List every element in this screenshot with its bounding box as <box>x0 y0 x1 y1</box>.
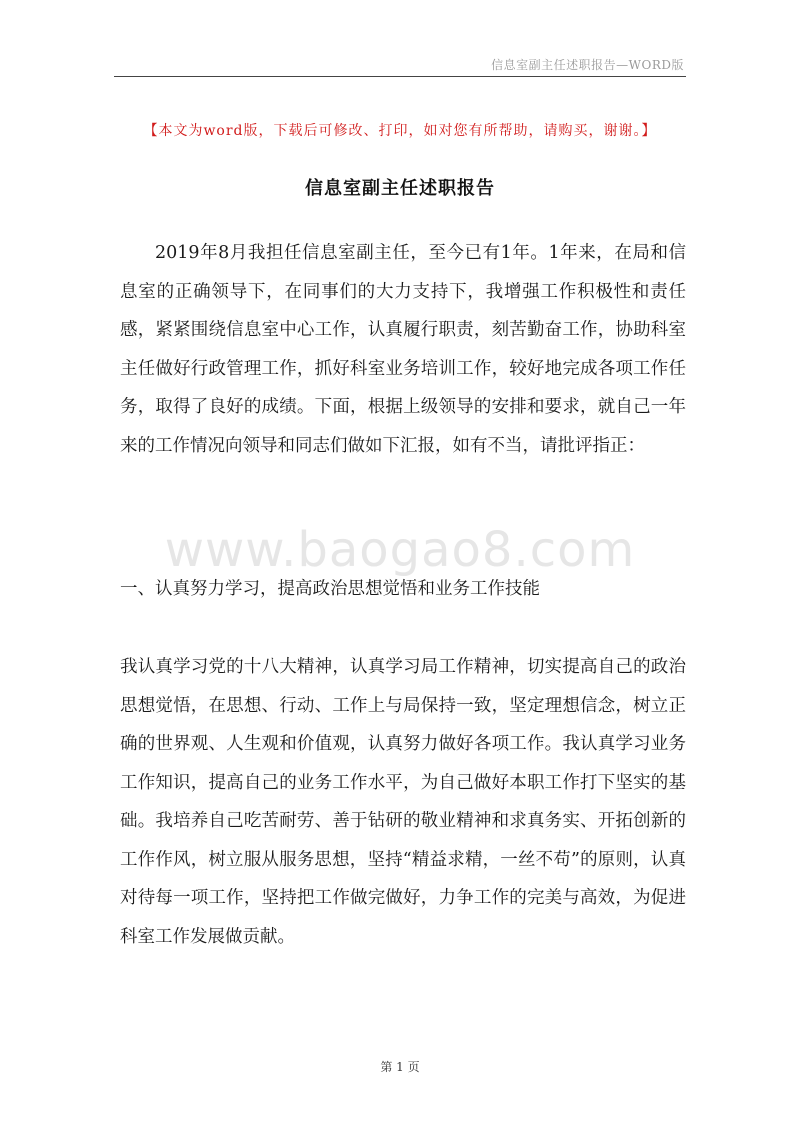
document-title: 信息室副主任述职报告 <box>305 178 495 199</box>
purchase-notice: 【本文为word版，下载后可修改、打印，如对您有所帮助，请购买，谢谢。】 <box>143 123 657 139</box>
section-paragraph-1: 我认真学习党的十八大精神，认真学习局工作精神，切实提高自己的政治思想觉悟，在思想、行动、工作上与局保持一致，坚定理想信念，树立正确的世界观、人生观和价值观，认真努力做好各项工作。我认真学习业务工作知识，提高自己的业务工作水平，为自己做好本职工作打下坚实的基础。我培养自己吃苦耐劳、善于钻研的敬业精神和求真务实、开拓创新的工作作风，树立服从服务思想，坚持“精益求精，一丝不苟”的原则，认真对待每一项工作，坚持把工作做完做好，力争工作的完美与高效，为促进科室工作发展做贡献。 <box>120 657 686 947</box>
section-heading-1: 一、认真努力学习，提高政治思想觉悟和业务工作技能 <box>120 579 540 599</box>
intro-paragraph: 2019年8月我担任信息室副主任，至今已有1年。1年来，在局和信息室的正确领导下，在同事们的大力支持下，我增强工作积极性和责任感，紧紧围绕信息室中心工作，认真履行职责，刻苦勤奋工作，协助科室主任做好行政管理工作，抓好科室业务培训工作，较好地完成各项工作任务，取得了良好的成绩。下面，根据上级领导的安排和要求，就自己一年来的工作情况向领导和同志们做如下汇报，如有不当，请批评指正： <box>120 243 686 456</box>
running-header: 信息室副主任述职报告—WORD版 <box>491 58 684 72</box>
header-divider <box>114 76 686 77</box>
watermark: www.baogao8.com <box>164 522 636 578</box>
page-number: 第 1 页 <box>380 1060 420 1074</box>
